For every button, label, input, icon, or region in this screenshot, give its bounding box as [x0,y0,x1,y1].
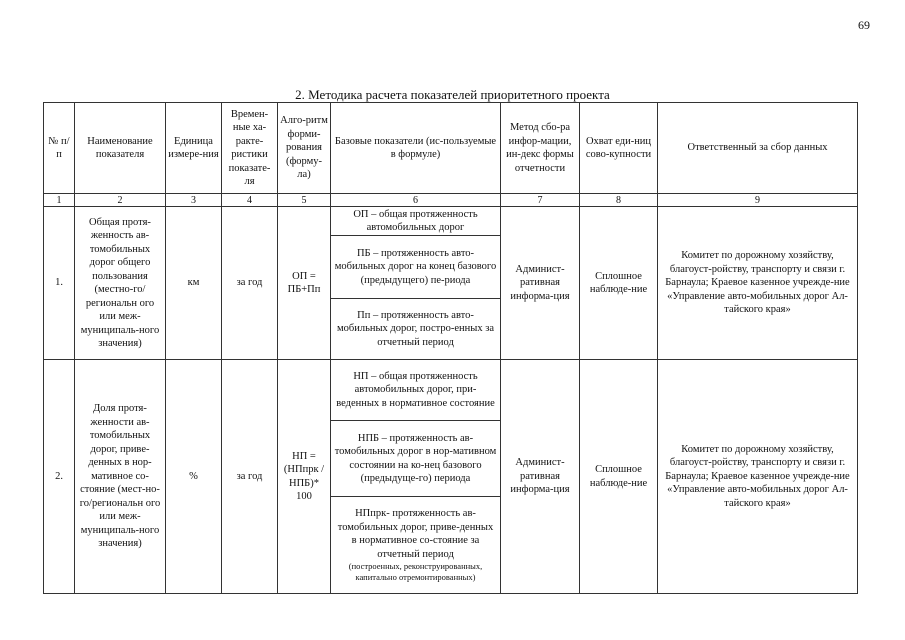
column-number-row [44,194,858,207]
base-indicators-cell [331,207,501,360]
formula-cell: НП = (НПпрк /НПБ)* 100 [278,360,331,594]
header-cell: Алго-ритм форми-рования (форму-ла) [278,103,331,194]
base-indicators-cell [331,360,501,594]
header-cell: Времен-ные ха-ракте-ристики показате-ля [222,103,278,194]
indicator-name: Доля протя-женности ав-томобильных дорог, приве-денных в нор-мативное со-стояние (мест-но-го/региональн ого или меж-муниципаль-ного значения) [75,360,166,594]
coverage-cell: Сплошное наблюде-ние [580,207,658,360]
base-indicator: НП – общая протяженность автомобильных дорог, при-веденных в нормативное состояние [331,360,500,421]
column-number: 9 [658,194,858,207]
method-cell: Админист-ративная информа-ция [501,360,580,594]
period-cell: за год [222,207,278,360]
column-number: 6 [331,194,501,207]
base-indicator-note: (построенных, реконструированных, капитально отремонтированных) [348,561,483,582]
base-indicator: ОП – общая протяженность автомобильных дорог [331,207,500,236]
column-number: 5 [278,194,331,207]
coverage-cell: Сплошное наблюде-ние [580,360,658,594]
header-row [44,103,858,194]
page-title: 2. Методика расчета показателей приоритетного проекта [295,87,610,102]
unit-cell: км [166,207,222,360]
indicators-table [43,102,858,594]
column-number: 2 [75,194,166,207]
table-row [44,207,858,360]
formula-cell: ОП = ПБ+Пп [278,207,331,360]
column-number: 4 [222,194,278,207]
header-cell: № п/п [44,103,75,194]
responsible-cell: Комитет по дорожному хозяйству, благоуст-ройству, транспорту и связи г. Барнаула; Краевое казенное учрежде-ние «Управление авто-мобильных дорог Ал-тайского края» [658,360,858,594]
row-number: 1. [44,207,75,360]
unit-cell: % [166,360,222,594]
period-cell: за год [222,360,278,594]
header-cell: Метод сбо-ра инфор-мации, ин-декс формы отчетности [501,103,580,194]
header-cell: Наименование показателя [75,103,166,194]
column-number: 3 [166,194,222,207]
base-indicator: НПБ – протяженность ав-томобильных дорог в нор-мативном состоянии на ко-нец базового (предыдуще-го) периода [331,421,500,497]
column-number: 1 [44,194,75,207]
column-number: 8 [580,194,658,207]
column-number: 7 [501,194,580,207]
base-indicator [331,497,500,593]
indicator-name: Общая протя-женность ав-томобильных дорог общего пользования (местно-го/региональн ого или меж-муниципаль-ного значения) [75,207,166,360]
base-indicator: Пп – протяженность авто-мобильных дорог, постро-енных за отчетный период [336,309,495,348]
responsible-cell: Комитет по дорожному хозяйству, благоуст-ройству, транспорту и связи г. Барнаула; Краевое казенное учрежде-ние «Управление авто-мобильных дорог Ал-тайского края» [658,207,858,360]
header-cell: Базовые показатели (ис-пользуемые в формуле) [331,103,501,194]
base-indicator-text: НПпрк- протяженность ав-томобильных дорог, приве-денных в нормативное со-стояние за отчетный период [337,508,494,560]
header-cell: Ответственный за сбор данных [658,103,858,194]
base-indicator: ПБ – протяженность авто-мобильных дорог на конец базового (предыдущего) пе-риода [331,236,500,299]
header-cell: Единица измере-ния [166,103,222,194]
page-number: 69 [858,18,870,32]
header-cell: Охват еди-ниц сово-купности [580,103,658,194]
row-number: 2. [44,360,75,594]
method-cell: Админист-ративная информа-ция [501,207,580,360]
table-row [44,360,858,594]
